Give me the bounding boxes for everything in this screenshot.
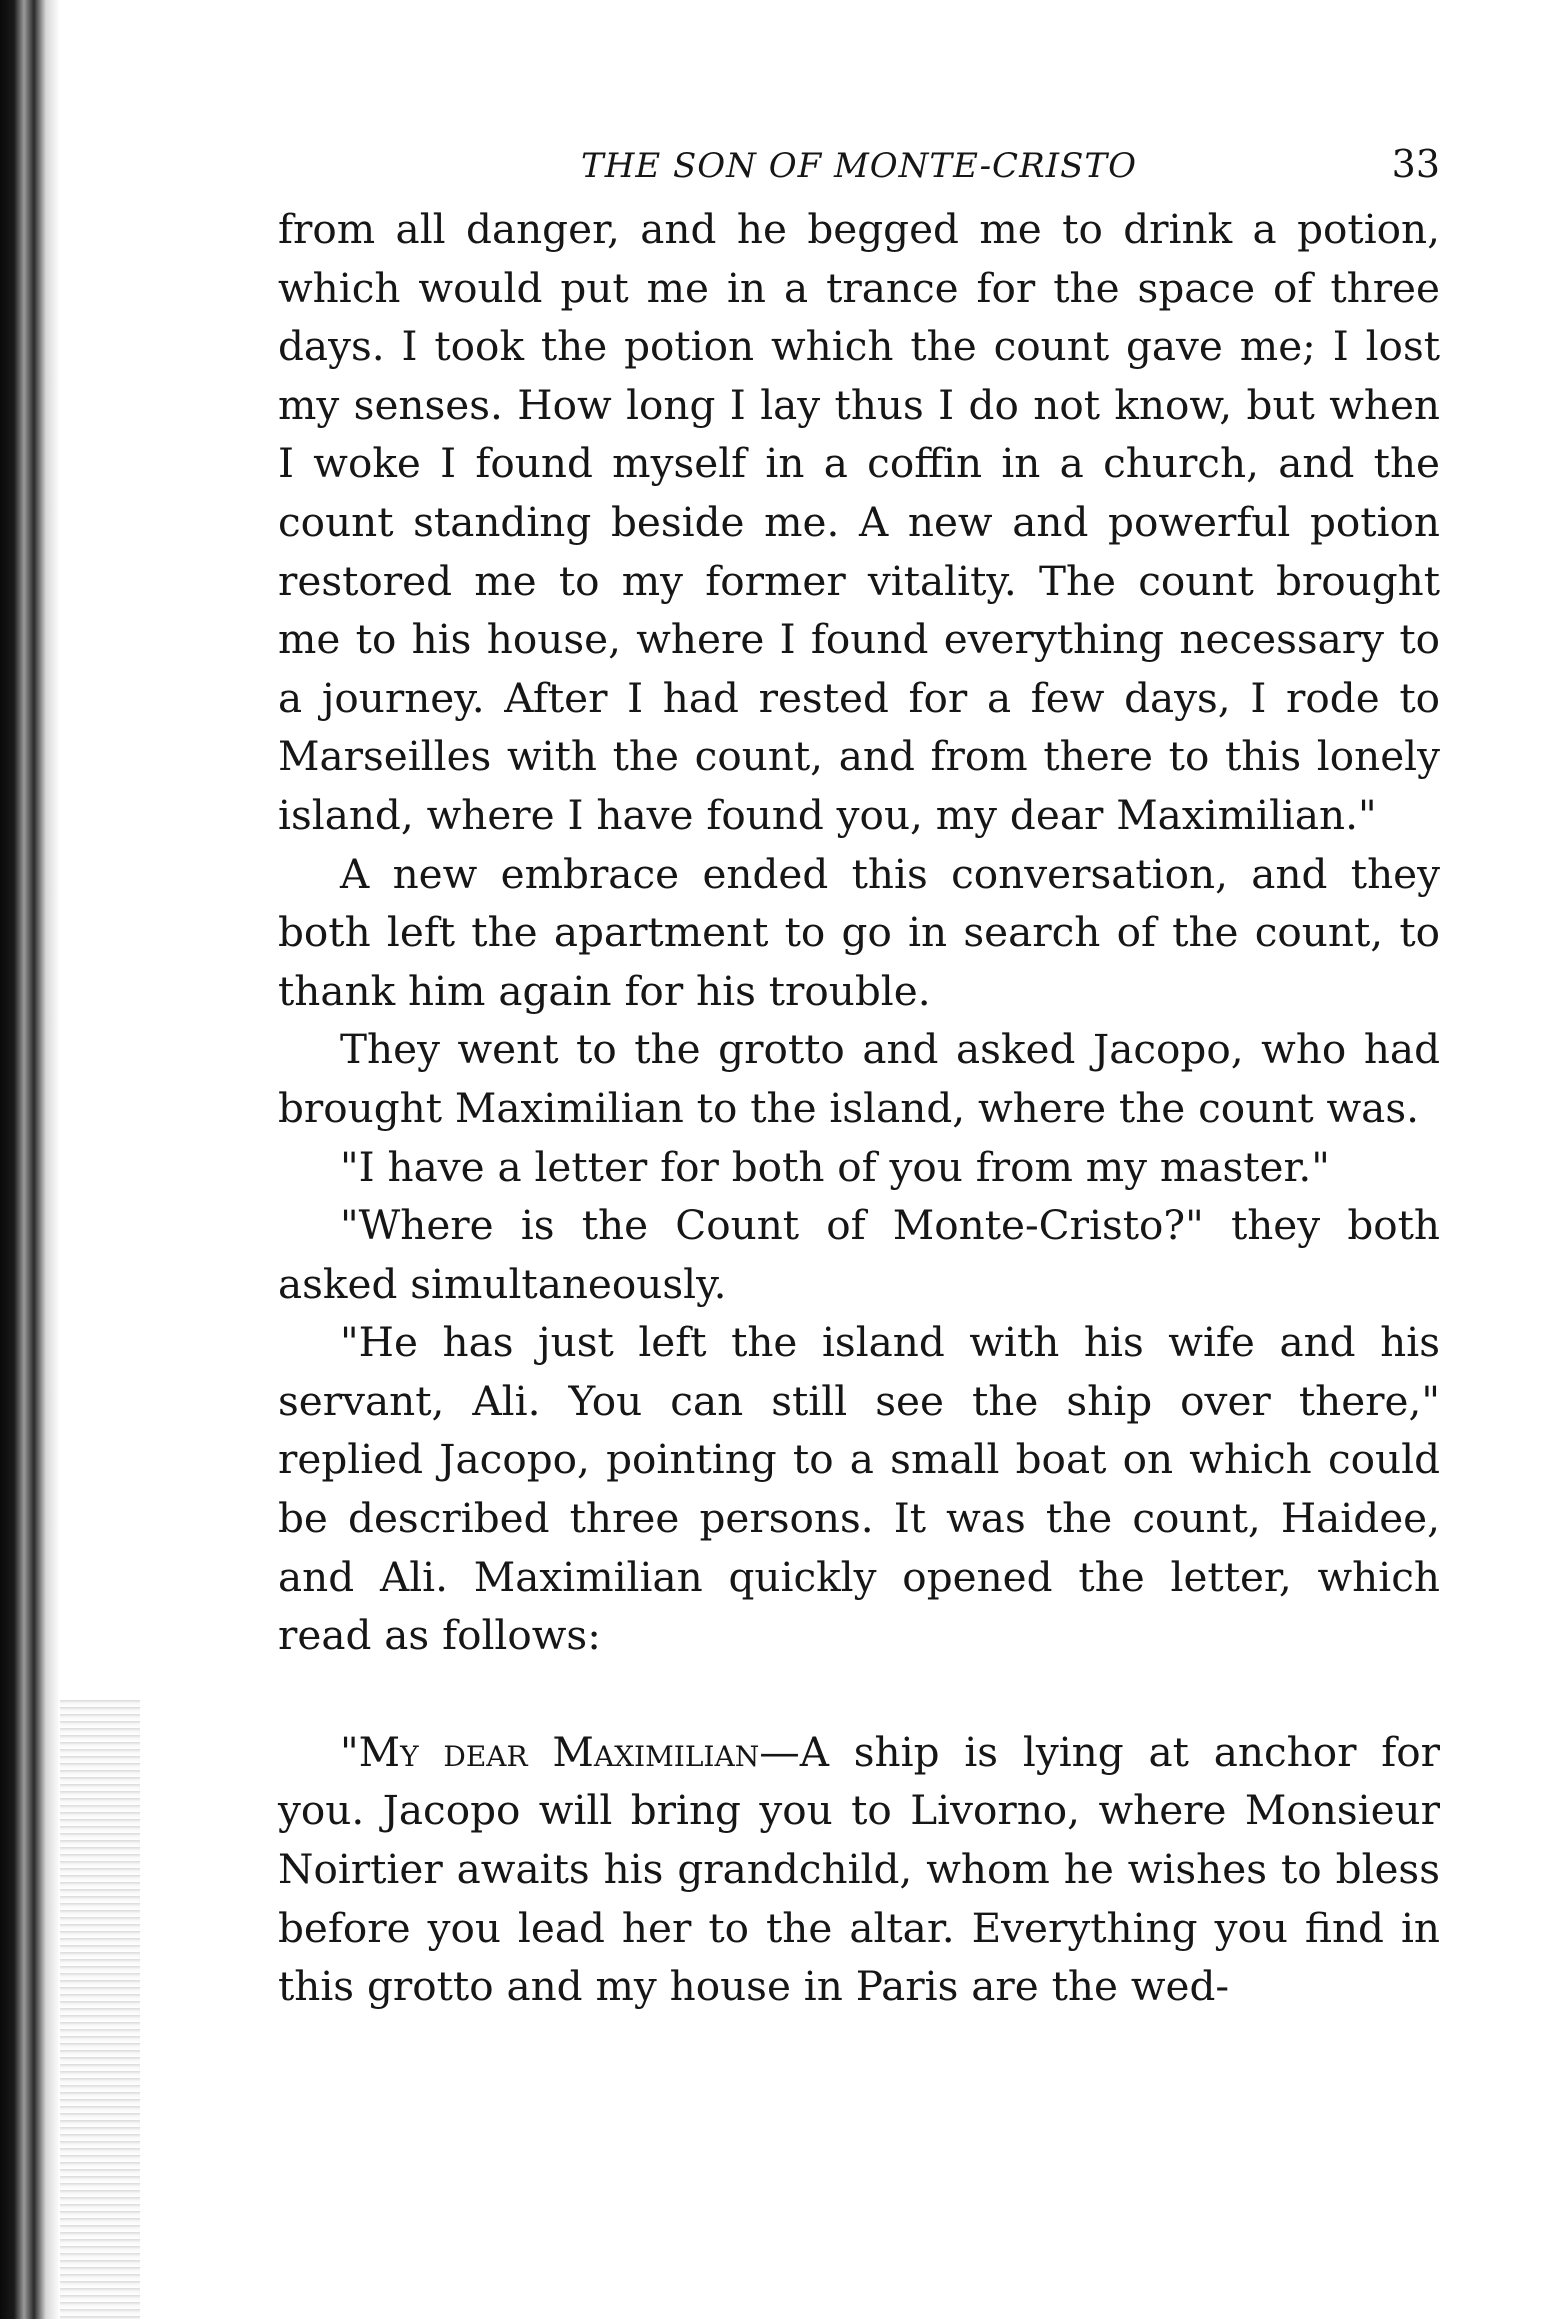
paragraph: from all danger, and he begged me to drink a potion, which would put me in a trance for the space of three days. I took the potion which the count gave me; I lost my senses. How long I lay thus I do not know, but when I woke I found myself in a coffin in a church, and the count standing beside me. A new and powerful potion restored me to my former vitality. The count brought me to his house, where I found everything necessary to a journey. After I had rested for a few days, I rode to Marseilles with the count, and from there to this lonely island, where I have found you, my dear Maximilian." — [278, 205, 1440, 839]
letter-body: —A ship is lying at anchor for you. Jacopo will bring you to Livorno, where Monsieur Noirtier awaits his grandchild, whom he wishes to bless before you lead her to the altar. Everything you find in this grotto and my house in Paris are the wed- — [278, 1727, 1441, 2011]
page-binding-edge — [0, 0, 60, 2319]
running-title: THE SON OF MONTE-CRISTO — [581, 146, 1137, 186]
book-page — [278, 130, 1440, 2016]
paragraph: "He has just left the island with his wife and his servant, Ali. You can still see the ship over there," replied Jacopo, pointing to a small boat on which could be described three persons. It was the count, Haidee, and Ali. Maximilian quickly opened the letter, which read as follows: — [278, 1318, 1440, 1660]
letter-paragraph — [278, 1723, 1440, 2016]
paragraph: They went to the grotto and asked Jacopo, who had brought Maximilian to the island, where the count was. — [278, 1025, 1440, 1132]
paragraph: A new embrace ended this conversation, and they both left the apartment to go in search of the count, to thank him again for his trouble. — [278, 849, 1440, 1015]
running-head — [278, 130, 1440, 200]
page-number: 33 — [1391, 142, 1440, 186]
body-text — [278, 200, 1440, 2016]
letter-salutation: "My dear Maximilian — [340, 1727, 760, 1776]
paragraph: "Where is the Count of Monte-Cristo?" they both asked simultaneously. — [278, 1201, 1440, 1308]
paragraph: "I have a letter for both of you from my master." — [340, 1142, 1330, 1191]
scan-shadow — [60, 1700, 140, 2319]
